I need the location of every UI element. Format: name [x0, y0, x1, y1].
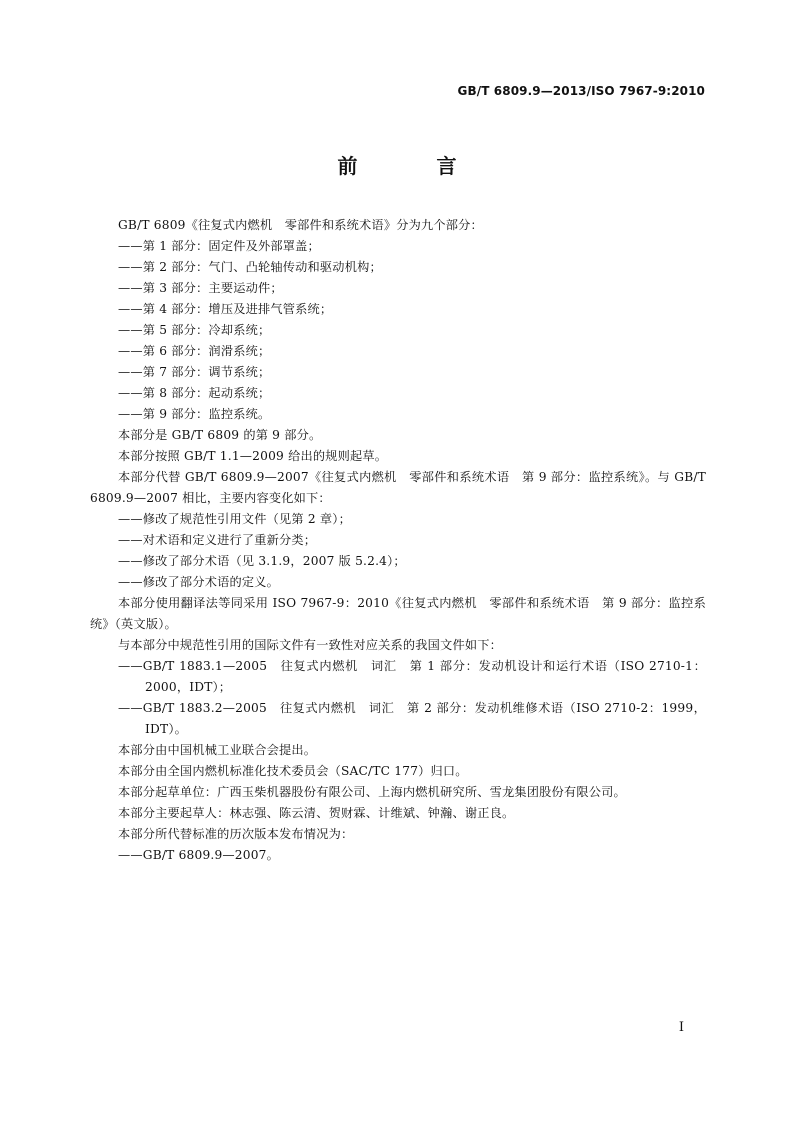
page-number: I: [678, 1020, 684, 1035]
paragraph: 本部分主要起草人：林志强、陈云清、贺财霖、计维斌、钟瀚、谢正良。: [118, 806, 515, 820]
standard-number-header: GB/T 6809.9—2013/ISO 7967-9:2010: [457, 84, 705, 98]
list-item: ——第 3 部分：主要运动件；: [118, 281, 283, 295]
list-item: ——第 5 部分：冷却系统；: [118, 323, 271, 337]
document-body: [90, 215, 706, 866]
paragraph: 与本部分中规范性引用的国际文件有一致性对应关系的我国文件如下：: [118, 638, 503, 652]
list-item: ——第 1 部分：固定件及外部罩盖；: [118, 239, 320, 253]
list-item: ——第 6 部分：润滑系统；: [118, 344, 271, 358]
list-item: ——修改了规范性引用文件（见第 2 章）；: [118, 512, 351, 526]
list-item: ——GB/T 6809.9—2007。: [118, 848, 280, 862]
list-item: ——第 9 部分：监控系统。: [118, 407, 271, 421]
paragraph: 本部分由全国内燃机标准化技术委员会（SAC/TC 177）归口。: [118, 764, 468, 778]
list-item: ——第 7 部分：调节系统；: [118, 365, 271, 379]
list-item: ——第 4 部分：增压及进排气管系统；: [118, 302, 333, 316]
list-item: ——GB/T 1883.2—2005 往复式内燃机 词汇 第 2 部分：发动机维修术语（ISO 2710-2：1999，IDT）。: [118, 701, 706, 736]
paragraph: 本部分按照 GB/T 1.1—2009 给出的规则起草。: [118, 449, 388, 463]
list-item: ——GB/T 1883.1—2005 往复式内燃机 词汇 第 1 部分：发动机设计和运行术语（ISO 2710-1：2000，IDT）；: [118, 659, 706, 694]
list-item: ——第 8 部分：起动系统；: [118, 386, 271, 400]
paragraph: GB/T 6809《往复式内燃机 零部件和系统术语》分为九个部分：: [118, 218, 483, 232]
list-item: ——第 2 部分：气门、凸轮轴传动和驱动机构；: [118, 260, 382, 274]
paragraph: 本部分由中国机械工业联合会提出。: [118, 743, 317, 757]
paragraph: 本部分代替 GB/T 6809.9—2007《往复式内燃机 零部件和系统术语 第 9 部分：监控系统》。与 GB/T 6809.9—2007 相比，主要内容变化如下：: [90, 470, 706, 505]
paragraph: 本部分所代替标准的历次版本发布情况为：: [118, 827, 354, 841]
paragraph: 本部分起草单位：广西玉柴机器股份有限公司、上海内燃机研究所、雪龙集团股份有限公司。: [118, 785, 626, 799]
list-item: ——修改了部分术语（见 3.1.9，2007 版 5.2.4）；: [118, 554, 406, 568]
paragraph: 本部分是 GB/T 6809 的第 9 部分。: [118, 428, 322, 442]
list-item: ——对术语和定义进行了重新分类；: [118, 533, 317, 547]
page-title: 前 言: [337, 154, 493, 178]
list-item: ——修改了部分术语的定义。: [118, 575, 280, 589]
paragraph: 本部分使用翻译法等同采用 ISO 7967-9：2010《往复式内燃机 零部件和系统术语 第 9 部分：监控系统》（英文版）。: [90, 596, 706, 631]
